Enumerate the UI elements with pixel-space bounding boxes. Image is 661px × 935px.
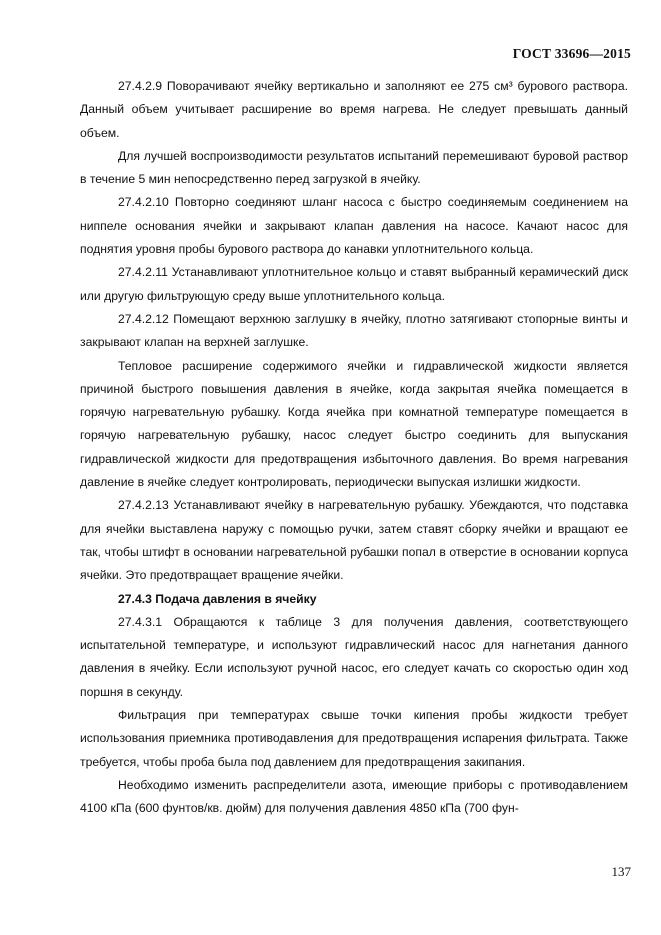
paragraph-27-4-2-12: 27.4.2.12 Помещают верхнюю заглушку в ячейку, плотно затягивают стопорные винты и закрывают клапан на верхней заглушке. [80,311,628,350]
document-body [80,75,628,821]
paragraph-filtration: Фильтрация при температурах свыше точки кипения пробы жидкости требует использования приемника противодавления для предотвращения испарения фильтрата. Также требуется, чтобы проба была под давлением для предотвращения закипания. [80,708,628,769]
paragraph-27-4-2-10: 27.4.2.10 Повторно соединяют шланг насоса с быстро соединяемым соединением на ниппеле основания ячейки и закрывают клапан давления на насосе. Качают насос для поднятия уровня пробы бурового раствора до канавки уплотнительного кольца. [80,195,628,257]
paragraph-nitrogen: Необходимо изменить распределители азота, имеющие приборы с противодавлением 4100 кПа (600 фунтов/кв. дюйм) для получения давления 4850 кПа (700 фун- [80,777,628,816]
paragraph-27-4-2-13: 27.4.2.13 Устанавливают ячейку в нагревательную рубашку. Убеждаются, что подставка для ячейки выставлена наружу с помощью ручки, затем ставят сборку ячейки и вращают ее так, чтобы штифт в основании нагревательной рубашки попал в отверстие в основании корпуса ячейки. Это предотвращает вращение ячейки. [80,498,628,583]
section-heading-27-4-3: 27.4.3 Подача давления в ячейку [118,591,317,606]
paragraph-27-4-2-11: 27.4.2.11 Устанавливают уплотнительное кольцо и ставят выбранный керамический диск или другую фильтрующую среду выше уплотнительного кольца. [80,265,628,303]
paragraph-27-4-3-1: 27.4.3.1 Обращаются к таблице 3 для получения давления, соответствующего испытательной температуре, и используют гидравлический насос для нагнетания данного давления в ячейку. Если используют ручной насос, его следует качать со скоростью один ход поршня в секунду. [80,614,628,699]
page-number: 137 [611,864,631,879]
paragraph-mixing: Для лучшей воспроизводимости результатов испытаний перемешивают буровой раствор в течение 5 мин непосредственно перед загрузкой в ячейку. [80,148,628,187]
standard-header: ГОСТ 33696—2015 [512,46,631,61]
paragraph-thermal-expansion: Тепловое расширение содержимого ячейки и гидравлической жидкости является причиной быстрого повышения давления в ячейке, когда закрытая ячейка помещается в горячую нагревательную рубашку. Когда ячейка при комнатной температуре помещается в горячую нагревательную рубашку, насос следует быстро соединить для выпускания гидравлической жидкости для предотвращения избыточного давления. Во время нагревания давление в ячейке следует контролировать, периодически выпуская излишки жидкости. [80,358,628,490]
paragraph-27-4-2-9: 27.4.2.9 Поворачивают ячейку вертикально и заполняют ее 275 см³ бурового раствора. Данный объем учитывает расширение во время нагрева. Не следует превышать данный объем. [80,79,628,140]
